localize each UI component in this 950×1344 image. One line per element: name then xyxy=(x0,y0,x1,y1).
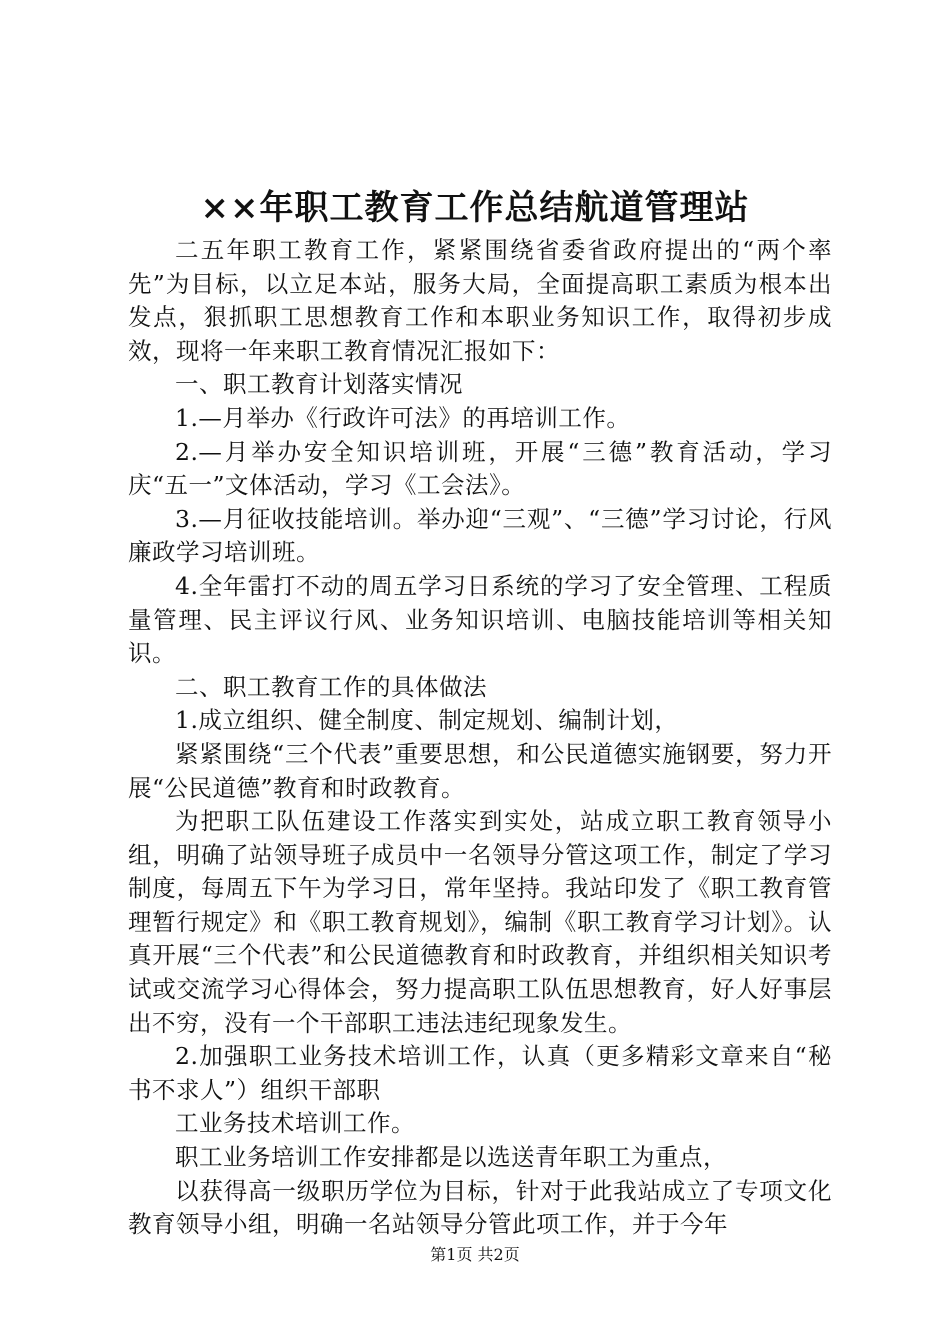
paragraph: 二五年职工教育工作，紧紧围绕省委省政府提出的“两个率先”为目标，以立足本站，服务大局，全面提高职工素质为根本出发点，狠抓职工思想教育工作和本职业务知识工作，取得初步成效，现将一年来职工教育情况汇报如下： xyxy=(128,236,832,365)
paragraph: 职工业务培训工作安排都是以选送青年职工为重点， xyxy=(175,1143,727,1172)
section-heading: 二、职工教育工作的具体做法 xyxy=(175,672,487,701)
paragraph: 工业务技术培训工作。 xyxy=(175,1109,415,1138)
page-footer xyxy=(0,1244,950,1266)
paragraph: 1.—月举办《行政许可法》的再培训工作。 xyxy=(175,403,631,432)
paragraph: 为把职工队伍建设工作落实到实处，站成立职工教育领导小组，明确了站领导班子成员中一名领导分管这项工作，制定了学习制度，每周五下午为学习日，常年坚持。我站印发了《职工教育管理暂行规定》和《职工教育规划》，编制《职工教育学习计划》。认真开展“三个代表”和公民道德教育和时政教育，并组织相关知识考试或交流学习心得体会，努力提高职工队伍思想教育，好人好事层出不穷，没有一个干部职工违法违纪现象发生。 xyxy=(128,807,832,1037)
paragraph: 2.加强职工业务技术培训工作，认真（更多精彩文章来自“秘书不求人”）组织干部职 xyxy=(128,1042,832,1104)
paragraph: 2.—月举办安全知识培训班，开展“三德”教育活动，学习庆“五一”文体活动，学习《工会法》。 xyxy=(128,437,832,500)
paragraph: 3.—月征收技能培训。举办迎“三观”、“三德”学习讨论，行风廉政学习培训班。 xyxy=(128,504,832,567)
paragraph: 4.全年雷打不动的周五学习日系统的学习了安全管理、工程质量管理、民主评议行风、业务知识培训、电脑技能培训等相关知识。 xyxy=(128,571,832,668)
paragraph: 以获得高一级职历学位为目标，针对于此我站成立了专项文化教育领导小组，明确一名站领导分管此项工作，并于今年 xyxy=(128,1176,832,1239)
page-number: 第1页 xyxy=(430,1245,473,1264)
document-title: ××年职工教育工作总结航道管理站 xyxy=(200,188,750,228)
paragraph: 紧紧围绕“三个代表”重要思想，和公民道德实施钢要，努力开展“公民道德”教育和时政教育。 xyxy=(128,739,832,802)
page-total: 共2页 xyxy=(477,1245,520,1264)
document-body xyxy=(128,234,832,1242)
section-heading: 一、职工教育计划落实情况 xyxy=(175,370,463,399)
paragraph: 1.成立组织、健全制度、制定规划、编制计划， xyxy=(175,706,679,735)
